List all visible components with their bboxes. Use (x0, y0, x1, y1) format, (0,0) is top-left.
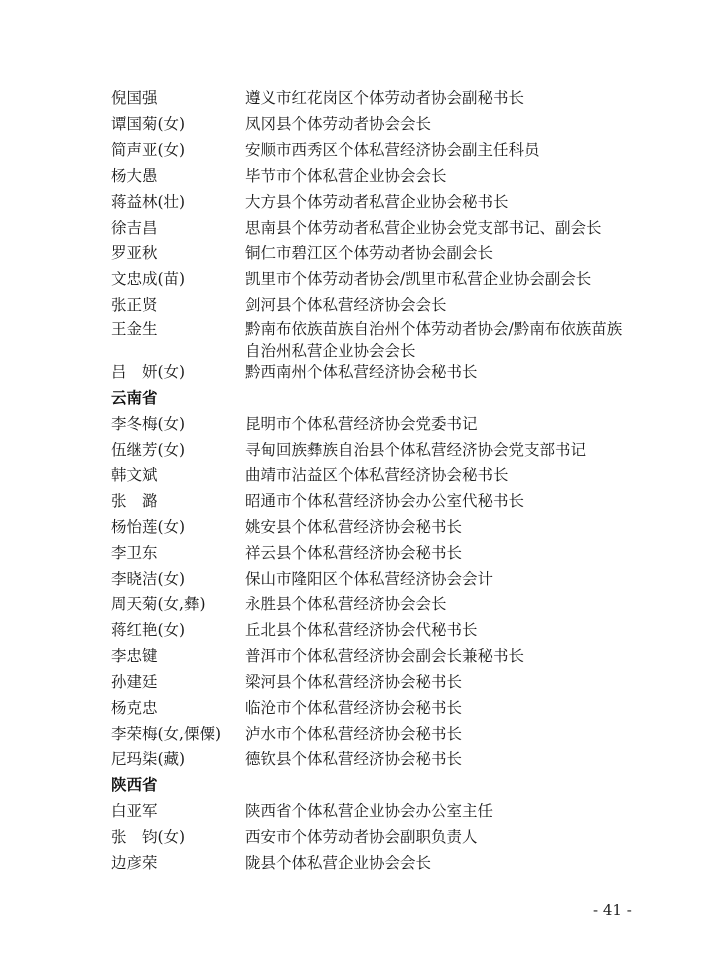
member-name: 蒋红艳(女) (111, 621, 186, 639)
member-name: 伍继芳(女) (111, 441, 186, 459)
member-name: 白亚军 (111, 802, 158, 820)
member-name: 李忠键 (111, 647, 158, 665)
member-title: 遵义市红花岗区个体劳动者协会副秘书长 (245, 89, 525, 107)
member-name: 杨怡莲(女) (111, 518, 186, 536)
section-heading: 陕西省 (111, 776, 158, 794)
member-title: 姚安县个体私营经济协会秘书长 (245, 518, 463, 536)
member-title: 陇县个体私营企业协会会长 (245, 854, 432, 872)
member-title: 梁河县个体私营经济协会秘书长 (245, 673, 463, 691)
member-name: 张正贤 (111, 296, 158, 314)
member-title: 剑河县个体私营经济协会会长 (245, 296, 447, 314)
member-title: 铜仁市碧江区个体劳动者协会副会长 (245, 244, 494, 262)
member-title: 安顺市西秀区个体私营经济协会副主任科员 (245, 141, 540, 159)
member-name: 罗亚秋 (111, 244, 158, 262)
member-name: 徐吉昌 (111, 219, 158, 237)
member-title: 德钦县个体私营经济协会秘书长 (245, 750, 463, 768)
member-name: 李冬梅(女) (111, 415, 186, 433)
member-title: 毕节市个体私营企业协会会长 (245, 167, 447, 185)
member-name: 尼玛柒(藏) (111, 750, 186, 768)
member-title: 昆明市个体私营经济协会党委书记 (245, 415, 478, 433)
member-title: 昭通市个体私营经济协会办公室代秘书长 (245, 492, 525, 510)
member-title: 思南县个体劳动者私营企业协会党支部书记、副会长 (245, 219, 602, 237)
member-title: 西安市个体劳动者协会副职负责人 (245, 828, 478, 846)
member-title: 临沧市个体私营经济协会秘书长 (245, 699, 463, 717)
member-title: 普洱市个体私营经济协会副会长兼秘书长 (245, 647, 525, 665)
member-name: 杨大愚 (111, 167, 158, 185)
member-title: 陕西省个体私营企业协会办公室主任 (245, 802, 494, 820)
member-title: 黔南布依族苗族自治州个体劳动者协会/黔南布依族苗族自治州私营企业协会会长 (245, 320, 623, 360)
member-name: 张 钧(女) (111, 828, 186, 846)
member-name: 韩文斌 (111, 466, 158, 484)
section-heading: 云南省 (111, 389, 158, 407)
member-name: 李卫东 (111, 544, 158, 562)
member-title: 祥云县个体私营经济协会秘书长 (245, 544, 463, 562)
member-name: 李荣梅(女,傈僳) (111, 725, 222, 743)
member-name: 边彦荣 (111, 854, 158, 872)
member-name: 杨克忠 (111, 699, 158, 717)
member-title: 保山市隆阳区个体私营经济协会会计 (245, 570, 494, 588)
member-name: 蒋益林(壮) (111, 193, 186, 211)
member-name: 周天菊(女,彝) (111, 595, 206, 613)
page-number: - 41 - (593, 901, 632, 919)
member-name: 张 潞 (111, 492, 158, 510)
member-name: 吕 妍(女) (111, 363, 186, 381)
member-title: 永胜县个体私营经济协会会长 (245, 595, 447, 613)
member-name: 王金生 (111, 320, 158, 338)
member-title: 泸水市个体私营经济协会秘书长 (245, 725, 463, 743)
member-title: 黔西南州个体私营经济协会秘书长 (245, 363, 478, 381)
member-name: 倪国强 (111, 89, 158, 107)
member-name: 简声亚(女) (111, 141, 186, 159)
member-name: 李晓洁(女) (111, 570, 186, 588)
member-title: 凯里市个体劳动者协会/凯里市私营企业协会副会长 (245, 270, 592, 288)
member-name: 谭国菊(女) (111, 115, 186, 133)
member-name: 文忠成(苗) (111, 270, 186, 288)
member-title: 大方县个体劳动者私营企业协会秘书长 (245, 193, 509, 211)
member-title: 寻甸回族彝族自治县个体私营经济协会党支部书记 (245, 441, 587, 459)
member-title: 曲靖市沾益区个体私营经济协会秘书长 (245, 466, 509, 484)
member-title: 凤冈县个体劳动者协会会长 (245, 115, 432, 133)
member-name: 孙建廷 (111, 673, 158, 691)
member-title: 丘北县个体私营经济协会代秘书长 (245, 621, 478, 639)
